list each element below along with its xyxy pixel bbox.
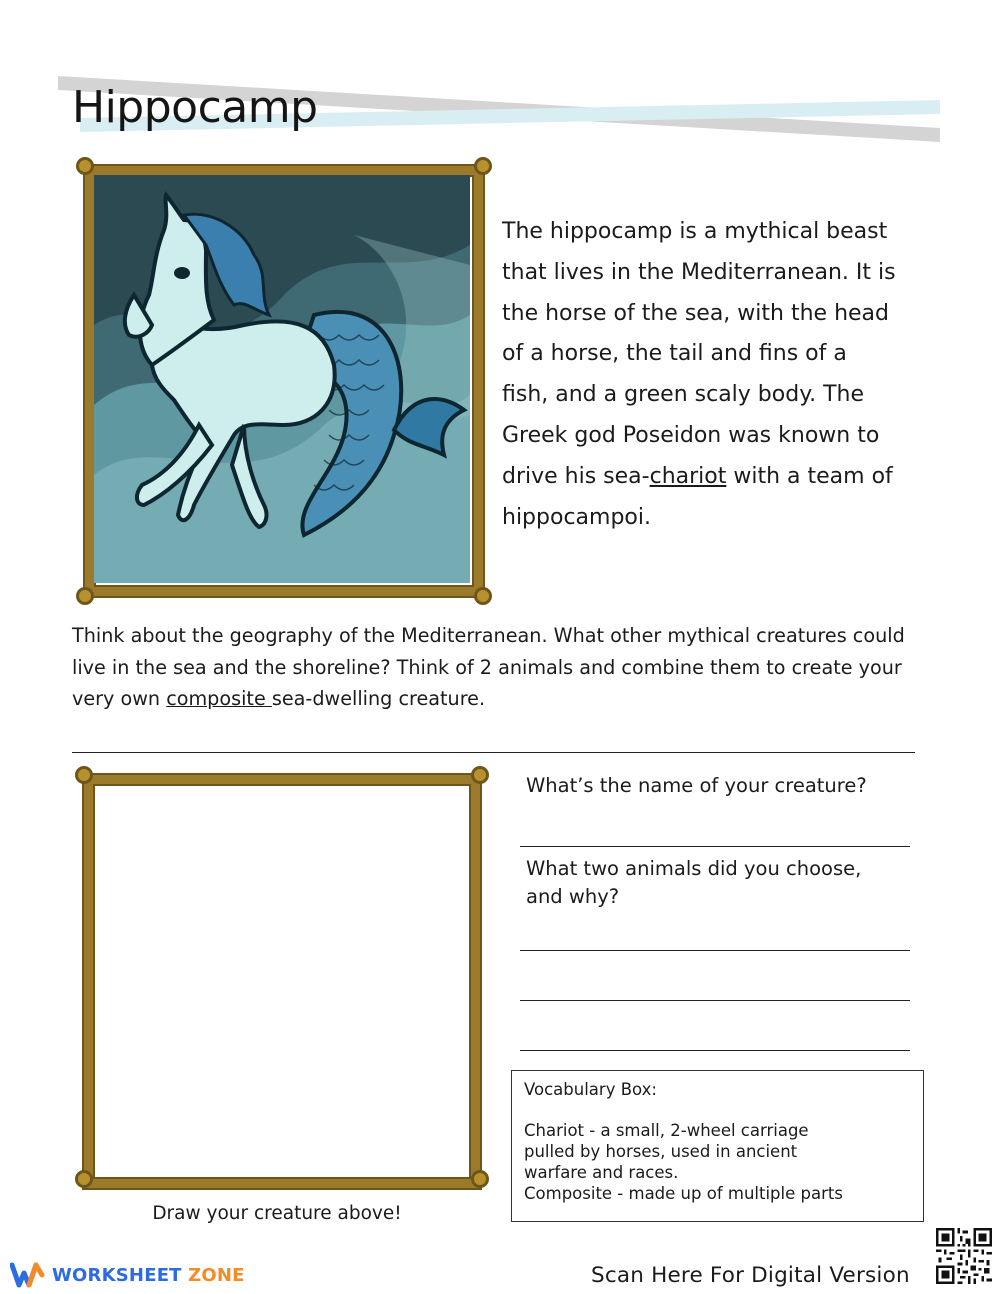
drawing-area[interactable]	[84, 775, 480, 1188]
prompt-text-before: Think about the geography of the Mediterranean. What other mythical creatures could live in the sea and the shoreline? Think of 2 animals and combine them to create your very own	[72, 624, 905, 710]
vocabulary-entry-composite: Composite - made up of multiple parts	[524, 1184, 843, 1203]
answer-line-animals-1[interactable]	[520, 950, 910, 951]
answer-line-animals-2[interactable]	[520, 1000, 910, 1001]
worksheetzone-logo-icon	[10, 1261, 46, 1289]
frame-corner	[76, 157, 94, 175]
vocabulary-box	[511, 1070, 924, 1222]
intro-text-before: The hippocamp is a mythical beast that lives in the Mediterranean. It is the horse of the sea, with the head of a horse, the tail and fins of a fish, and a green scaly body. The Greek god Poseidon was known to drive his sea-	[502, 219, 896, 489]
frame-corner	[75, 1170, 93, 1188]
answer-line-animals-3[interactable]	[520, 1050, 910, 1051]
scan-instruction: Scan Here For Digital Version	[591, 1263, 910, 1288]
intro-paragraph	[502, 212, 897, 538]
chariot-vocab-word: chariot	[649, 463, 727, 489]
intro-text-after: with a team of hippocampoi.	[502, 463, 893, 530]
question-two-animals: What two animals did you choose, and why?	[526, 857, 862, 908]
frame-corner	[474, 157, 492, 175]
hippocamp-illustration	[94, 175, 470, 583]
hippocamp-picture-frame	[85, 166, 483, 596]
frame-corner	[471, 766, 489, 784]
prompt-text-after: sea-dwelling creature.	[271, 687, 486, 710]
brand-name	[52, 1265, 245, 1286]
vocabulary-entry-chariot: Chariot - a small, 2-wheel carriage pulled by horses, used in ancient warfare and races.	[524, 1121, 809, 1182]
frame-corner	[75, 766, 93, 784]
section-divider	[72, 752, 915, 753]
page-title: Hippocamp	[72, 82, 318, 133]
frame-corner	[471, 1170, 489, 1188]
answer-line-name[interactable]	[520, 846, 910, 847]
brand-name-part2: ZONE	[188, 1264, 245, 1286]
brand-name-part1: WORKSHEET	[52, 1264, 182, 1286]
frame-corner	[76, 587, 94, 605]
prompt-paragraph	[72, 620, 932, 715]
drawing-caption: Draw your creature above!	[152, 1203, 402, 1224]
question-creature-name: What’s the name of your creature?	[526, 774, 867, 797]
composite-vocab-word: composite	[166, 687, 272, 710]
brand-logo[interactable]	[10, 1261, 245, 1289]
vocabulary-title: Vocabulary Box:	[524, 1080, 657, 1099]
qr-code-icon[interactable]	[936, 1228, 992, 1284]
frame-corner	[474, 587, 492, 605]
